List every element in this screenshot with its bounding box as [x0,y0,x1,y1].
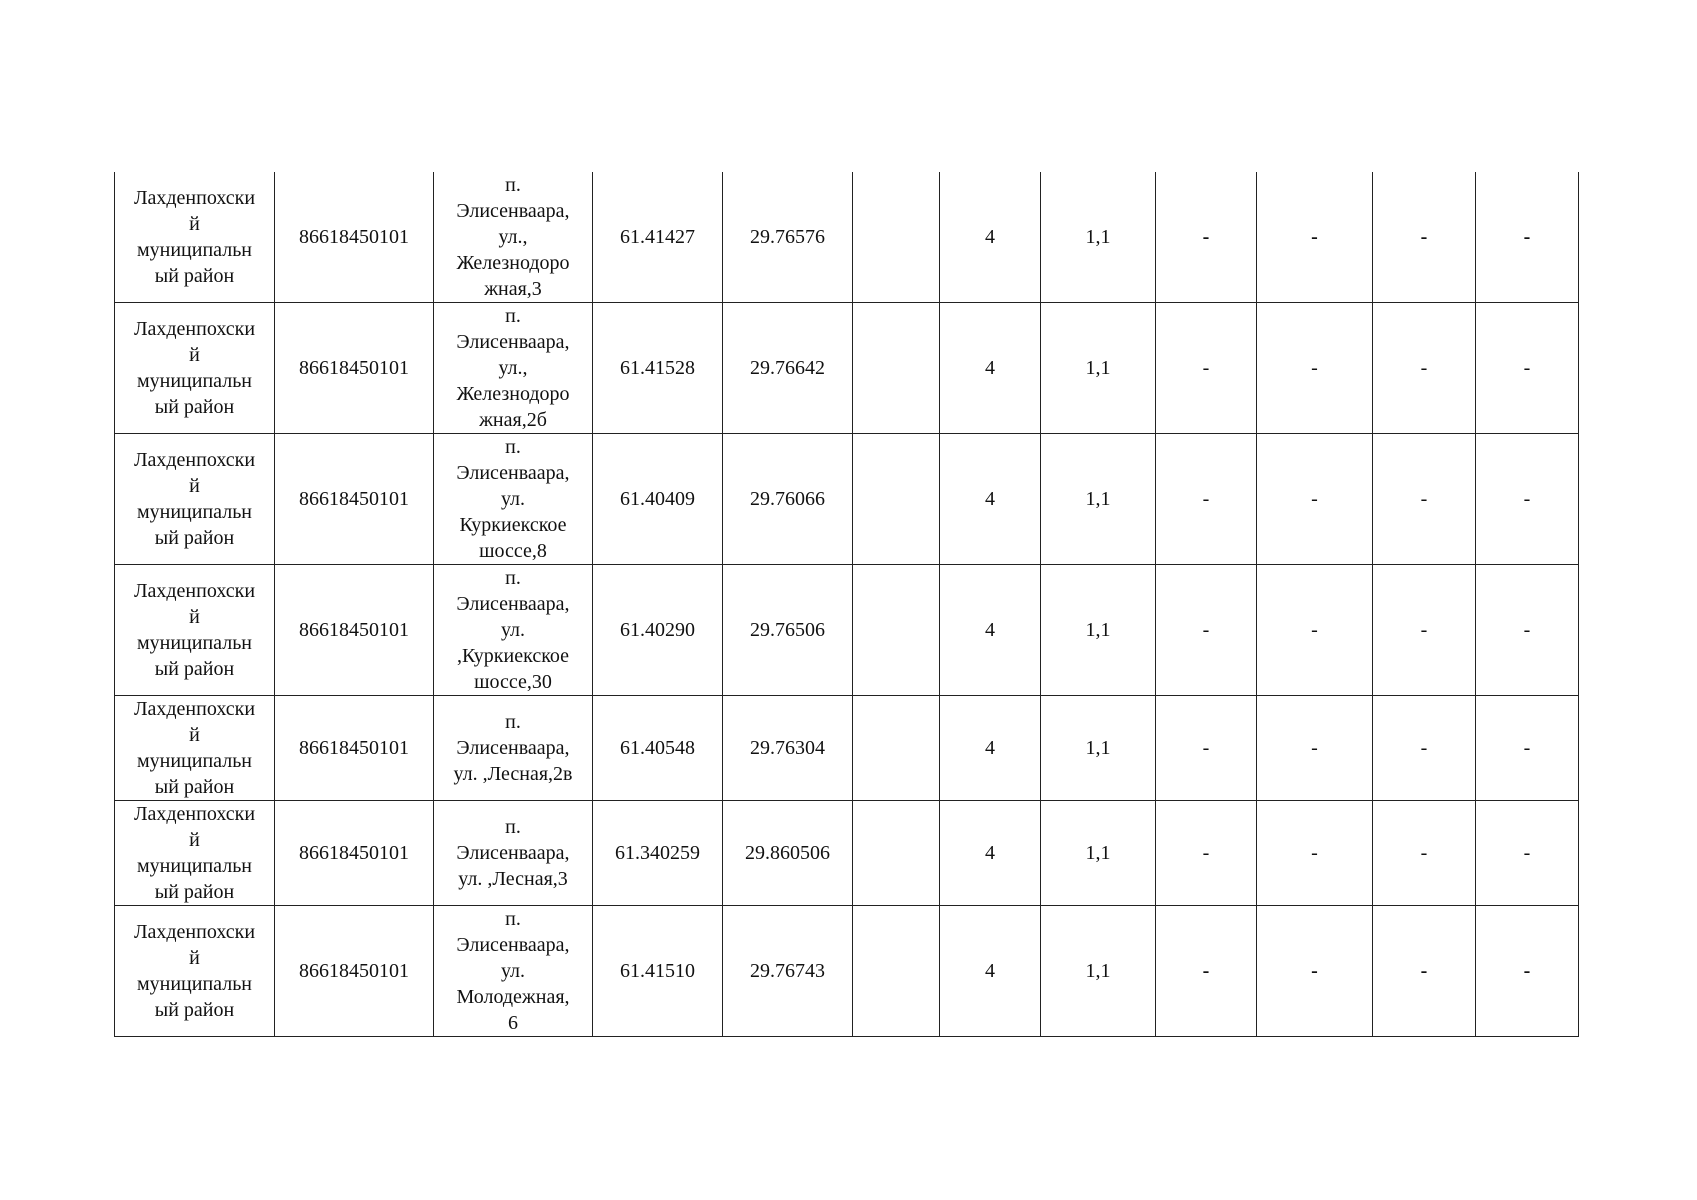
cell-longitude: 29.860506 [723,801,853,906]
cell-dash-4: - [1476,303,1579,434]
table-row [115,565,1579,696]
cell-dash-4: - [1476,172,1579,303]
cell-latitude: 61.40409 [593,434,723,565]
cell-empty [853,565,940,696]
cell-volume: 1,1 [1041,172,1156,303]
cell-district: Лахденпохски й муниципальн ый район [115,906,275,1037]
table-row [115,303,1579,434]
cell-empty [853,303,940,434]
cell-longitude: 29.76642 [723,303,853,434]
cell-longitude: 29.76576 [723,172,853,303]
cell-latitude: 61.41427 [593,172,723,303]
cell-district: Лахденпохски й муниципальн ый район [115,434,275,565]
cell-address: п. Элисенваара, ул. Куркиекское шоссе,8 [434,434,593,565]
table-row [115,906,1579,1037]
cell-dash-1: - [1156,172,1257,303]
cell-count: 4 [940,172,1041,303]
cell-dash-2: - [1257,434,1373,565]
cell-district: Лахденпохски й муниципальн ый район [115,801,275,906]
cell-dash-4: - [1476,565,1579,696]
cell-oktmo-code: 86618450101 [275,303,434,434]
cell-count: 4 [940,696,1041,801]
cell-district: Лахденпохски й муниципальн ый район [115,565,275,696]
cell-volume: 1,1 [1041,801,1156,906]
cell-district: Лахденпохски й муниципальн ый район [115,696,275,801]
cell-volume: 1,1 [1041,434,1156,565]
cell-volume: 1,1 [1041,303,1156,434]
cell-longitude: 29.76506 [723,565,853,696]
table-row [115,172,1579,303]
cell-dash-2: - [1257,906,1373,1037]
cell-latitude: 61.41528 [593,303,723,434]
cell-address: п. Элисенваара, ул. ,Лесная,2в [434,696,593,801]
cell-empty [853,801,940,906]
cell-dash-1: - [1156,801,1257,906]
cell-oktmo-code: 86618450101 [275,434,434,565]
cell-dash-4: - [1476,696,1579,801]
table-row [115,801,1579,906]
cell-oktmo-code: 86618450101 [275,172,434,303]
cell-dash-1: - [1156,434,1257,565]
cell-address: п. Элисенваара, ул., Железнодоро жная,3 [434,172,593,303]
cell-longitude: 29.76066 [723,434,853,565]
data-table [114,172,1579,1037]
cell-oktmo-code: 86618450101 [275,565,434,696]
cell-dash-4: - [1476,801,1579,906]
cell-dash-1: - [1156,565,1257,696]
cell-longitude: 29.76743 [723,906,853,1037]
cell-dash-3: - [1373,172,1476,303]
cell-empty [853,696,940,801]
table-body [115,172,1579,1037]
cell-dash-1: - [1156,906,1257,1037]
cell-latitude: 61.41510 [593,906,723,1037]
cell-latitude: 61.340259 [593,801,723,906]
cell-address: п. Элисенваара, ул. Молодежная, 6 [434,906,593,1037]
cell-count: 4 [940,434,1041,565]
cell-dash-2: - [1257,801,1373,906]
cell-address: п. Элисенваара, ул. ,Лесная,3 [434,801,593,906]
table-row [115,696,1579,801]
cell-oktmo-code: 86618450101 [275,906,434,1037]
cell-dash-2: - [1257,696,1373,801]
cell-district: Лахденпохски й муниципальн ый район [115,303,275,434]
cell-dash-4: - [1476,434,1579,565]
cell-oktmo-code: 86618450101 [275,801,434,906]
cell-volume: 1,1 [1041,906,1156,1037]
cell-district: Лахденпохски й муниципальн ый район [115,172,275,303]
cell-dash-3: - [1373,565,1476,696]
cell-count: 4 [940,303,1041,434]
cell-empty [853,906,940,1037]
cell-dash-1: - [1156,696,1257,801]
cell-longitude: 29.76304 [723,696,853,801]
cell-address: п. Элисенваара, ул. ,Куркиекское шоссе,30 [434,565,593,696]
cell-dash-3: - [1373,696,1476,801]
cell-dash-1: - [1156,303,1257,434]
cell-empty [853,434,940,565]
cell-dash-2: - [1257,565,1373,696]
cell-volume: 1,1 [1041,565,1156,696]
cell-dash-2: - [1257,172,1373,303]
cell-oktmo-code: 86618450101 [275,696,434,801]
cell-dash-4: - [1476,906,1579,1037]
cell-count: 4 [940,906,1041,1037]
cell-empty [853,172,940,303]
table-row [115,434,1579,565]
cell-dash-3: - [1373,906,1476,1037]
cell-address: п. Элисенваара, ул., Железнодоро жная,2б [434,303,593,434]
cell-dash-3: - [1373,434,1476,565]
cell-dash-3: - [1373,303,1476,434]
cell-volume: 1,1 [1041,696,1156,801]
cell-dash-2: - [1257,303,1373,434]
cell-latitude: 61.40290 [593,565,723,696]
cell-count: 4 [940,801,1041,906]
cell-dash-3: - [1373,801,1476,906]
cell-latitude: 61.40548 [593,696,723,801]
cell-count: 4 [940,565,1041,696]
